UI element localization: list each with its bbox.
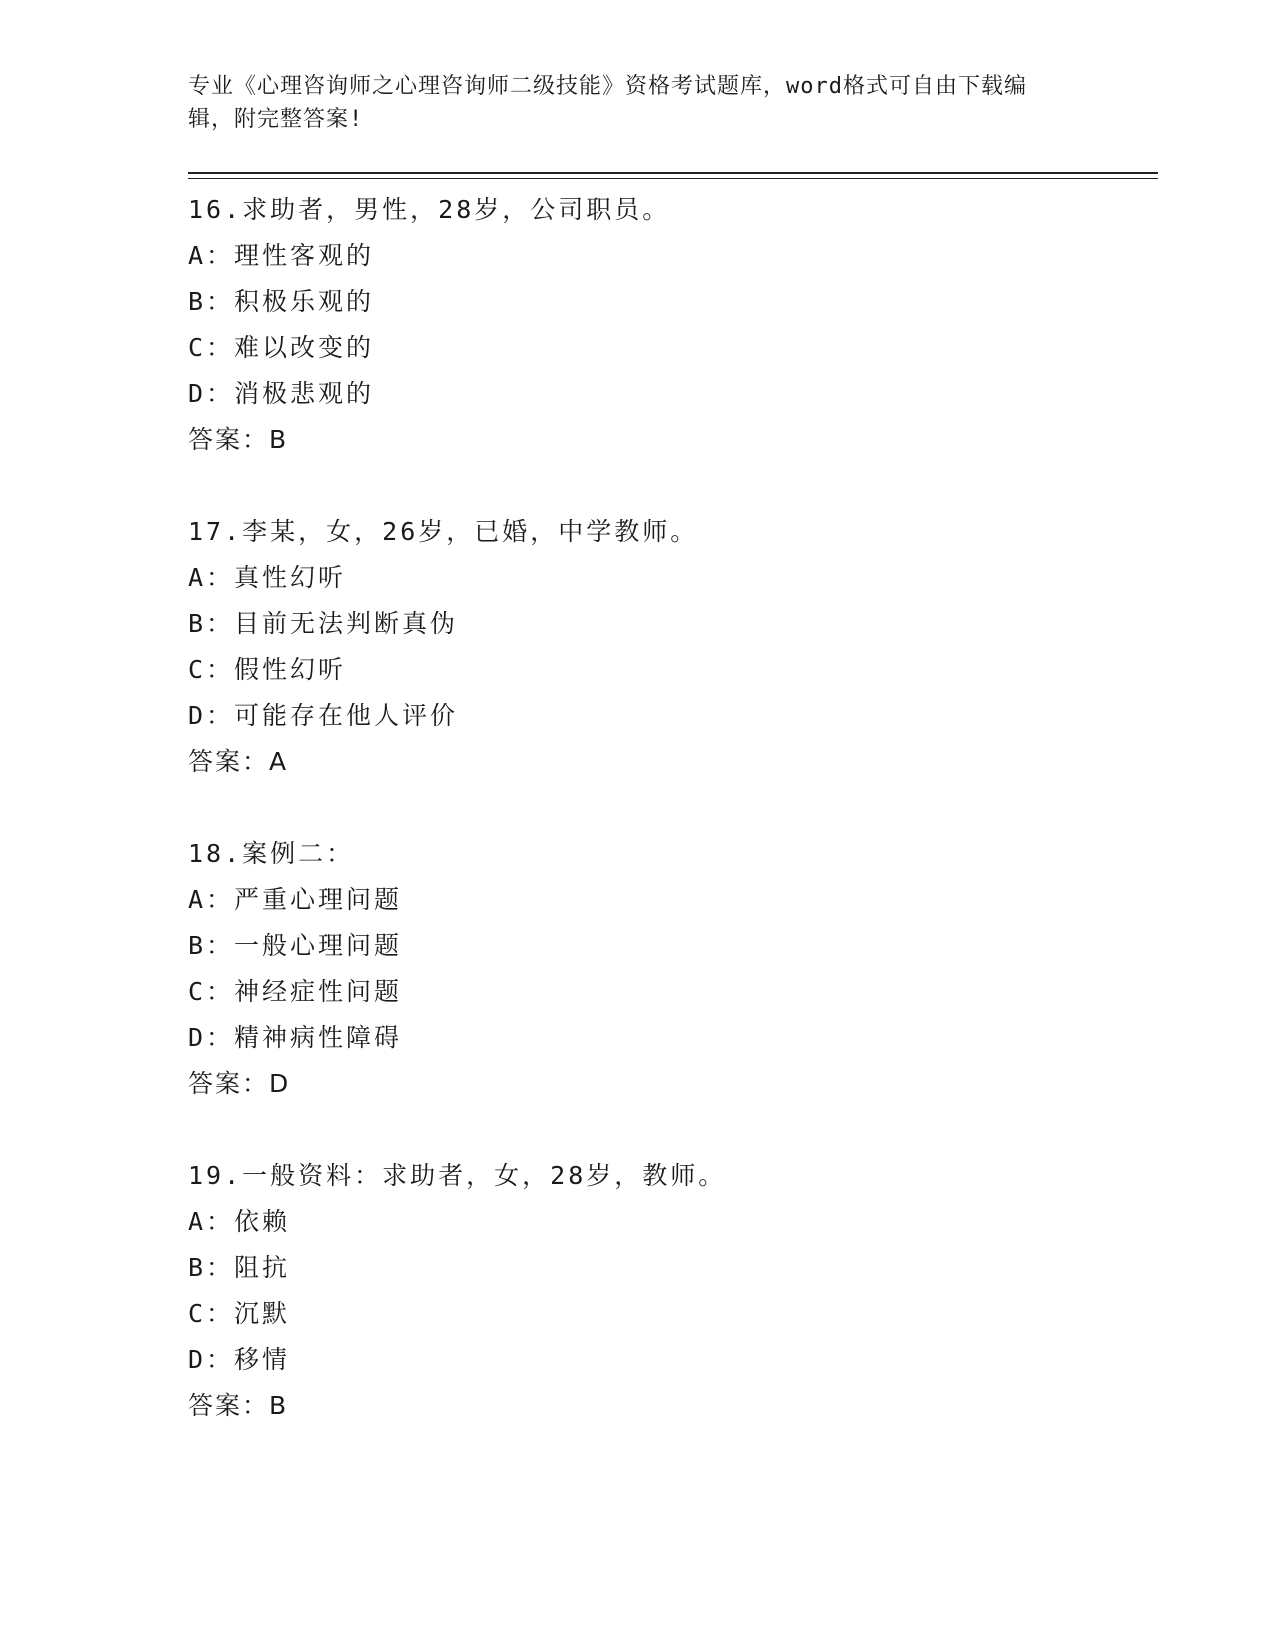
option-c: C：假性幻听 [188,655,347,684]
answer-label: 答案： [188,747,270,776]
answer-label: 答案： [188,1069,270,1098]
question-18 [188,831,1158,1107]
document-page [188,70,1158,1475]
answer-line [188,1383,1158,1429]
answer-value: B [269,425,289,454]
option-b: B：积极乐观的 [188,287,375,316]
option-b: B：阻抗 [188,1253,291,1282]
question-prompt: 16.求助者，男性，28岁，公司职员。 [188,195,671,224]
option-a: A：真性幻听 [188,563,347,592]
answer-line [188,739,1158,785]
option-c: C：难以改变的 [188,333,375,362]
option-c: C：神经症性问题 [188,977,403,1006]
question-prompt: 18.案例二： [188,839,355,868]
answer-value: D [269,1069,291,1098]
answer-value: A [269,747,289,776]
question-16 [188,187,1158,463]
question-17 [188,509,1158,785]
option-a: A：理性客观的 [188,241,375,270]
answer-value: B [269,1391,289,1420]
answer-line [188,1061,1158,1107]
option-b: B：一般心理问题 [188,931,403,960]
question-19 [188,1153,1158,1429]
option-c: C：沉默 [188,1299,291,1328]
answer-label: 答案： [188,1391,270,1420]
document-header: 专业《心理咨询师之心理咨询师二级技能》资格考试题库，word格式可自由下载编辑，附完整答案! [188,74,1027,132]
option-a: A：严重心理问题 [188,885,403,914]
answer-line [188,417,1158,463]
question-list [188,187,1158,1429]
header-divider [188,172,1158,179]
option-b: B：目前无法判断真伪 [188,609,459,638]
question-prompt: 17.李某，女，26岁，已婚，中学教师。 [188,517,699,546]
option-a: A：依赖 [188,1207,291,1236]
option-d: D：消极悲观的 [188,379,375,408]
option-d: D：精神病性障碍 [188,1023,403,1052]
question-prompt: 19.一般资料：求助者，女，28岁，教师。 [188,1161,727,1190]
answer-label: 答案： [188,425,270,454]
option-d: D：可能存在他人评价 [188,701,459,730]
option-d: D：移情 [188,1345,291,1374]
